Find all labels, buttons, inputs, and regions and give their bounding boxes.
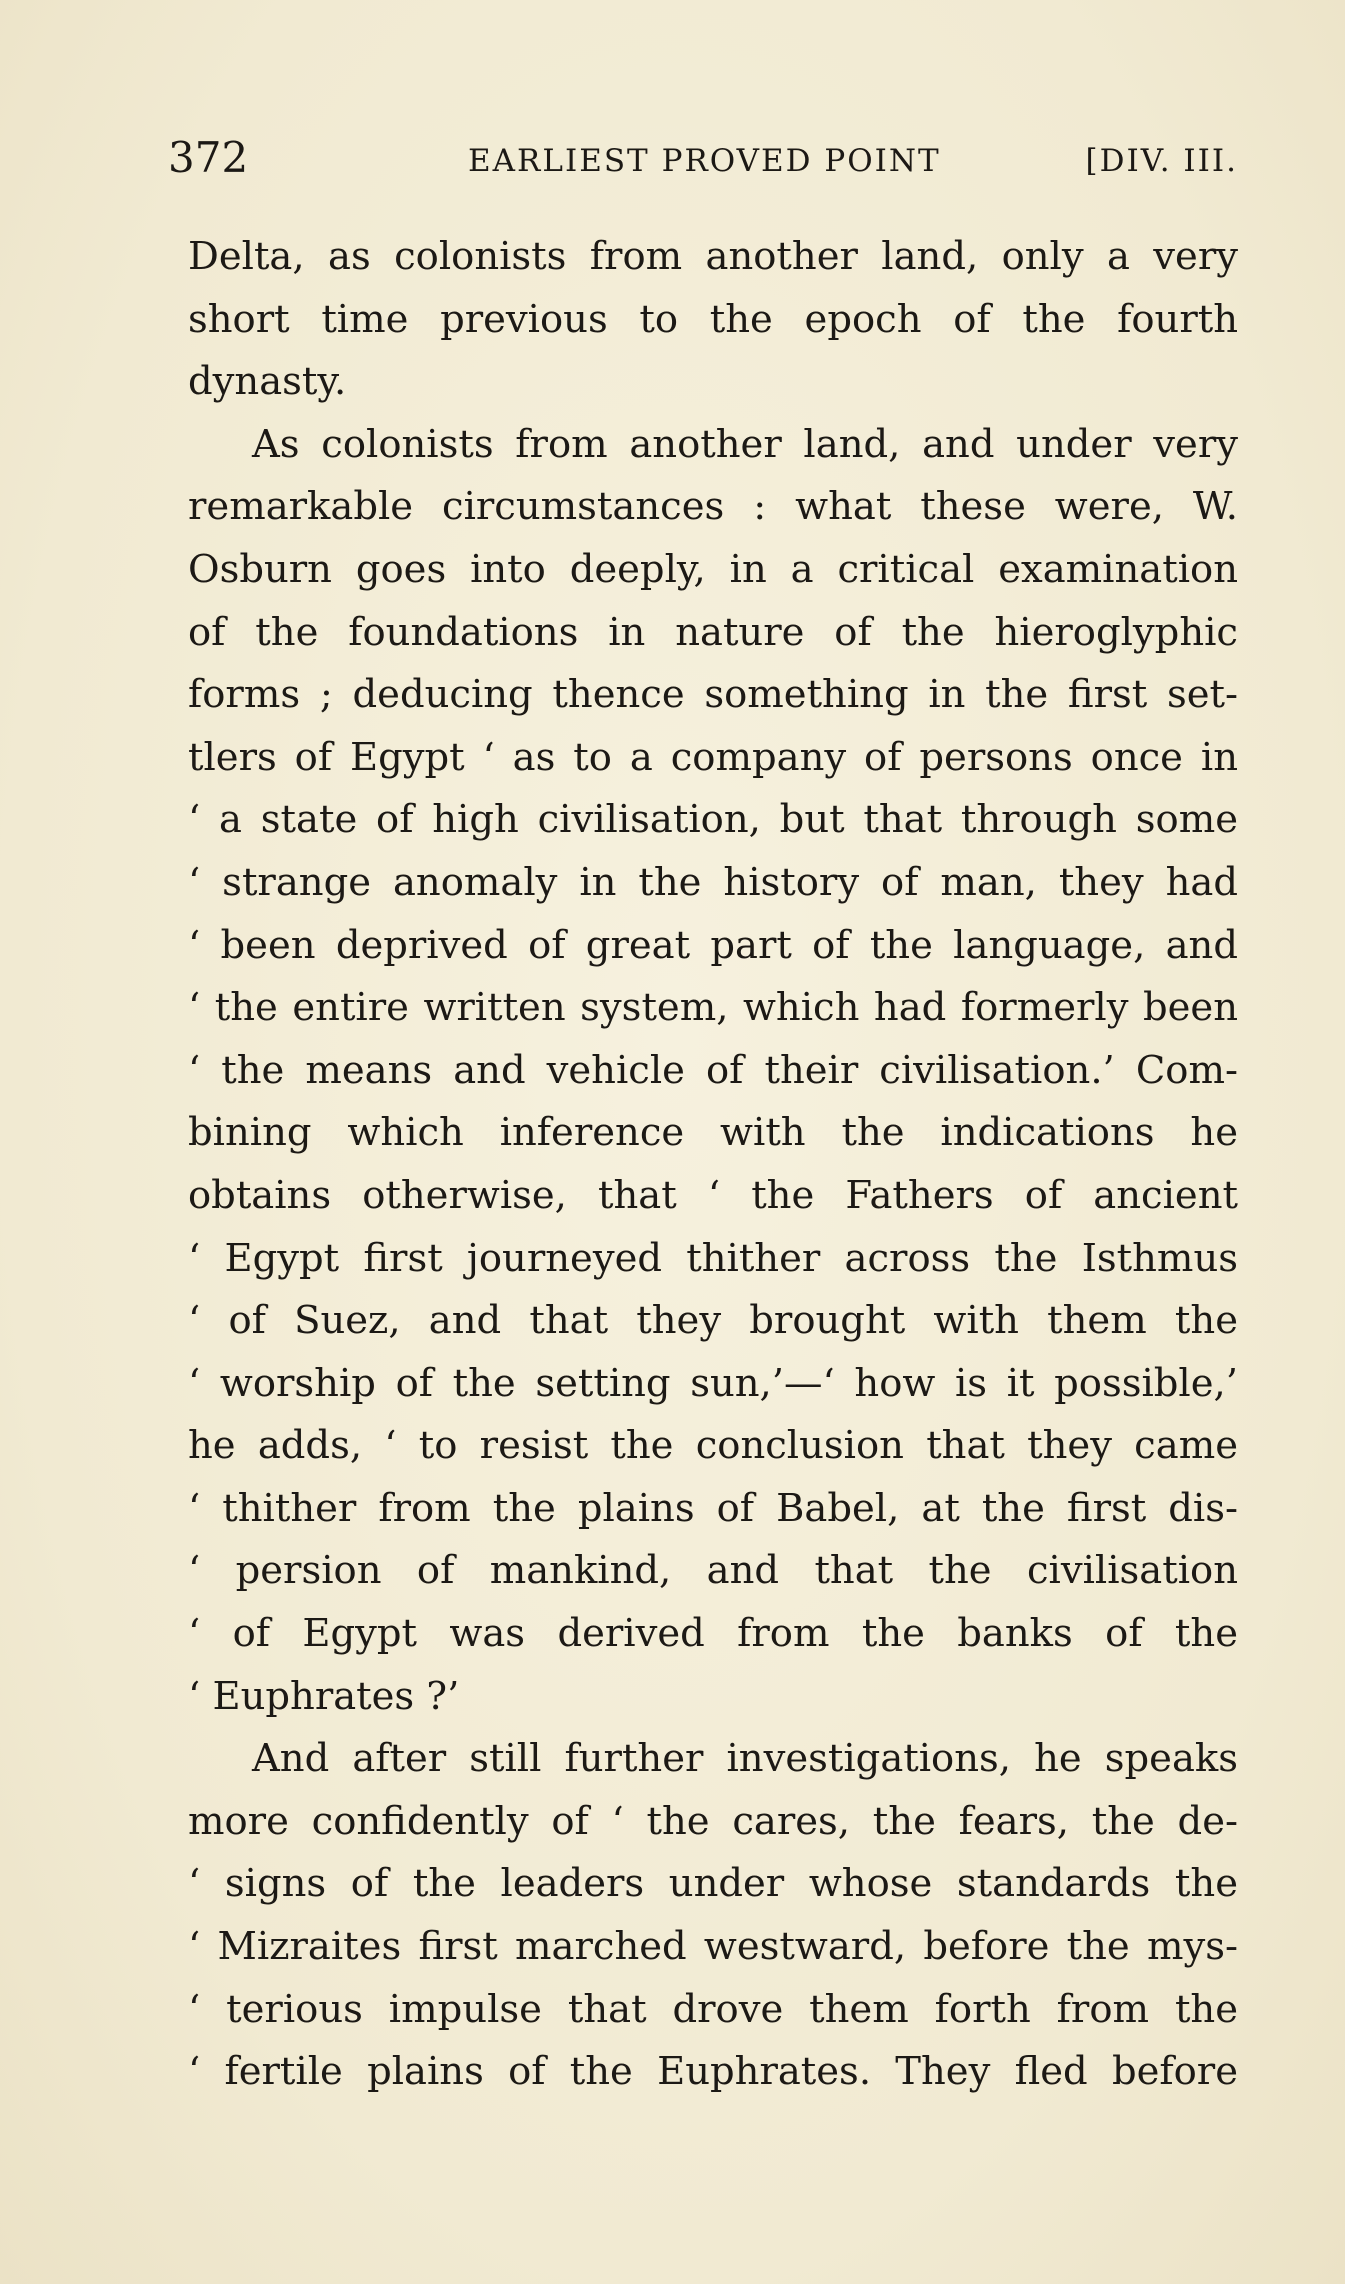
text-line: bining which inference with the indications he [188,1110,1238,1156]
text-line: dynasty. [188,359,347,405]
text-line: forms ; deducing thence something in the first set- [188,672,1238,718]
text-line: ‘ been deprived of great part of the language, and [188,922,1238,968]
running-title: EARLIEST PROVED POINT [468,143,941,179]
page-number: 372 [168,133,249,182]
text-line: ‘ Egypt first journeyed thither across the Isthmus [188,1235,1238,1281]
text-line: Osburn goes into deeply, in a critical examination [188,546,1238,592]
text-line: As colonists from another land, and under very [252,421,1238,467]
text-line: ‘ Euphrates ?’ [188,1673,460,1719]
text-line: obtains otherwise, that ‘ the Fathers of ancient [188,1172,1238,1218]
page-header [168,128,1238,188]
text-line: tlers of Egypt ‘ as to a company of persons once in [188,734,1238,780]
text-line: he adds, ‘ to resist the conclusion that they came [188,1423,1238,1469]
text-line: ‘ Mizraites first marched westward, before the mys- [188,1924,1238,1970]
text-line: And after still further investigations, he speaks [252,1736,1238,1782]
text-line: more confidently of ‘ the cares, the fears, the de- [188,1798,1238,1844]
text-line: ‘ the means and vehicle of their civilisation.’ Com- [188,1047,1238,1093]
text-line: ‘ signs of the leaders under whose standards the [188,1861,1238,1907]
text-line: ‘ thither from the plains of Babel, at the first dis- [188,1485,1238,1531]
text-line: ‘ fertile plains of the Euphrates. They fled before [188,2049,1238,2095]
text-line: remarkable circumstances : what these were, W. [188,484,1238,530]
text-line: ‘ of Egypt was derived from the banks of the [188,1611,1238,1657]
text-line: short time previous to the epoch of the fourth [188,296,1238,342]
body-text [188,226,1238,2104]
text-line: ‘ worship of the setting sun,’—‘ how is it possible,’ [188,1360,1238,1406]
text-line: Delta, as colonists from another land, only a very [188,234,1238,279]
text-line: ‘ persion of mankind, and that the civilisation [188,1548,1238,1594]
text-line: of the foundations in nature of the hieroglyphic [188,609,1238,655]
section-reference: [DIV. III. [1085,143,1238,179]
text-line: ‘ a state of high civilisation, but that through some [188,797,1238,843]
text-line: ‘ the entire written system, which had formerly been [188,985,1238,1031]
text-line: ‘ strange anomaly in the history of man, they had [188,859,1238,905]
text-line: ‘ of Suez, and that they brought with them the [188,1298,1238,1344]
text-line: ‘ terious impulse that drove them forth from the [188,1986,1238,2032]
